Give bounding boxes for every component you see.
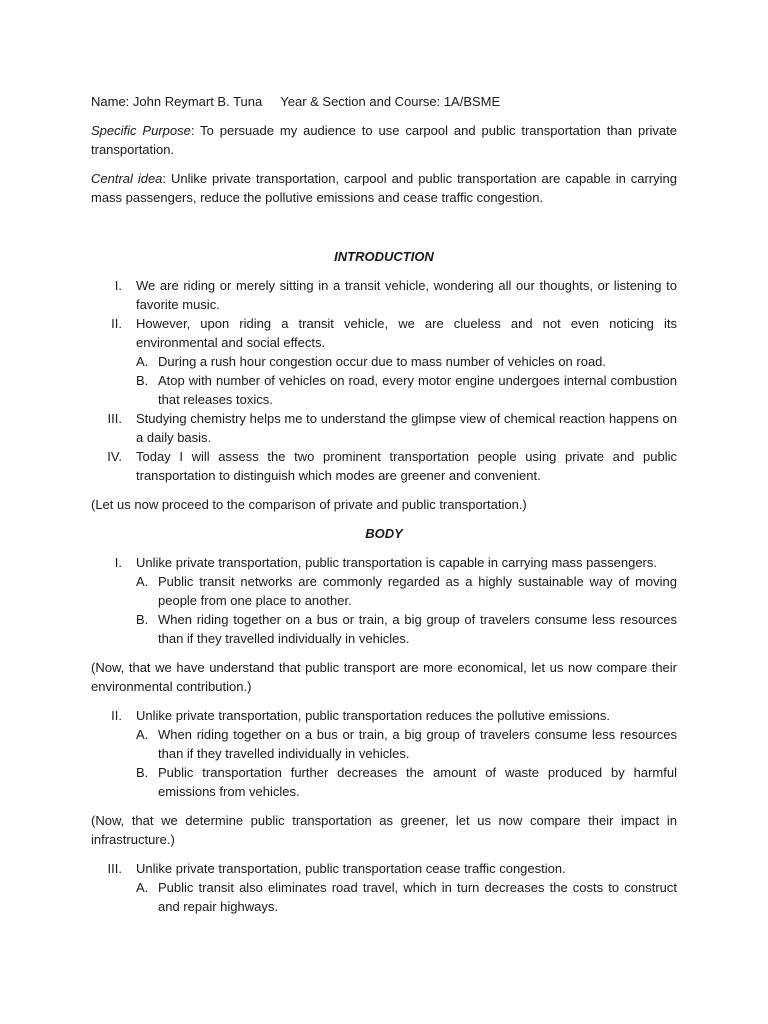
intro-subitem-letter: B.: [136, 373, 149, 388]
specific-purpose: [91, 121, 677, 159]
body-item-1: [91, 553, 677, 572]
body-item-number: I.: [114, 555, 122, 570]
body-subitem: [91, 878, 677, 916]
introduction-heading: INTRODUCTION: [334, 249, 434, 264]
intro-subitem-b: [91, 371, 677, 409]
body-subitem-letter: A.: [136, 880, 149, 895]
intro-subitem-a: [91, 352, 677, 371]
intro-subitem-text: During a rush hour congestion occur due to mass number of vehicles on road.: [158, 354, 607, 369]
intro-item-4: [91, 447, 677, 485]
central-idea-text: : Unlike private transportation, carpool and public transportation are capable in carrying mass passengers, reduce the pollutive emissions and cease traffic congestion.: [91, 171, 677, 205]
body-item-text: Unlike private transportation, public transportation cease traffic congestion.: [136, 861, 566, 876]
body-point-3: [91, 859, 677, 916]
intro-item-number: III.: [107, 411, 122, 426]
central-idea: [91, 169, 677, 207]
body-subitem-text: When riding together on a bus or train, a big group of travelers consume less resources than if they travelled individually in vehicles.: [158, 727, 677, 761]
transition-3: (Now, that we determine public transportation as greener, let us now compare their impact in infrastructure.): [91, 813, 677, 847]
body-heading: BODY: [365, 526, 403, 541]
body-subitem-text: Public transit networks are commonly regarded as a highly sustainable way of moving people from one place to another.: [158, 574, 677, 608]
specific-purpose-label: Specific Purpose: [91, 123, 191, 138]
intro-subitem-letter: A.: [136, 354, 149, 369]
body-subitem-letter: A.: [136, 727, 149, 742]
body-item-number: III.: [107, 861, 122, 876]
central-idea-label: Central idea: [91, 171, 163, 186]
intro-item-text: Studying chemistry helps me to understand the glimpse view of chemical reaction happens on a daily basis.: [136, 411, 677, 445]
body-subitem-letter: B.: [136, 612, 149, 627]
intro-item-number: IV.: [107, 449, 122, 464]
body-item-3: [91, 859, 677, 878]
intro-item-number: II.: [111, 316, 122, 331]
body-subitem: [91, 763, 677, 801]
specific-purpose-text: : To persuade my audience to use carpool and public transportation than private transportation.: [91, 123, 677, 157]
body-item-text: Unlike private transportation, public transportation reduces the pollutive emissions.: [136, 708, 611, 723]
body-item-text: Unlike private transportation, public transportation is capable in carrying mass passengers.: [136, 555, 657, 570]
intro-item-3: [91, 409, 677, 447]
document-content: [91, 92, 677, 926]
intro-item-text: We are riding or merely sitting in a transit vehicle, wondering all our thoughts, or listening to favorite music.: [136, 278, 677, 312]
transition-2: (Now, that we have understand that public transport are more economical, let us now compare their environmental contribution.): [91, 660, 677, 694]
intro-subitem-text: Atop with number of vehicles on road, every motor engine undergoes internal combustion that releases toxics.: [158, 373, 677, 407]
body-item-2: [91, 706, 677, 725]
body-subitem-letter: B.: [136, 765, 149, 780]
transition-1: (Let us now proceed to the comparison of private and public transportation.): [91, 497, 527, 512]
body-subitem-text: Public transit also eliminates road travel, which in turn decreases the costs to construct and repair highways.: [158, 880, 677, 914]
intro-item-text: Today I will assess the two prominent transportation people using private and public transportation to distinguish which modes are greener and convenient.: [136, 449, 677, 483]
body-subitem-letter: A.: [136, 574, 149, 589]
intro-item-text: However, upon riding a transit vehicle, we are clueless and not even noticing its environmental and social effects.: [136, 316, 677, 350]
year-section: Year & Section and Course: 1A/BSME: [280, 94, 501, 109]
intro-item-2: [91, 314, 677, 352]
body-subitem: [91, 725, 677, 763]
intro-item-number: I.: [114, 278, 122, 293]
body-item-number: II.: [111, 708, 122, 723]
introduction-list: [91, 276, 677, 485]
student-name: Name: John Reymart B. Tuna: [91, 94, 263, 109]
body-subitem: [91, 572, 677, 610]
body-subitem-text: When riding together on a bus or train, a big group of travelers consume less resources than if they travelled individually in vehicles.: [158, 612, 677, 646]
body-subitem: [91, 610, 677, 648]
intro-item-1: [91, 276, 677, 314]
body-subitem-text: Public transportation further decreases the amount of waste produced by harmful emissions from vehicles.: [158, 765, 677, 799]
body-point-2: [91, 706, 677, 801]
name-line: [91, 92, 677, 111]
body-point-1: [91, 553, 677, 648]
